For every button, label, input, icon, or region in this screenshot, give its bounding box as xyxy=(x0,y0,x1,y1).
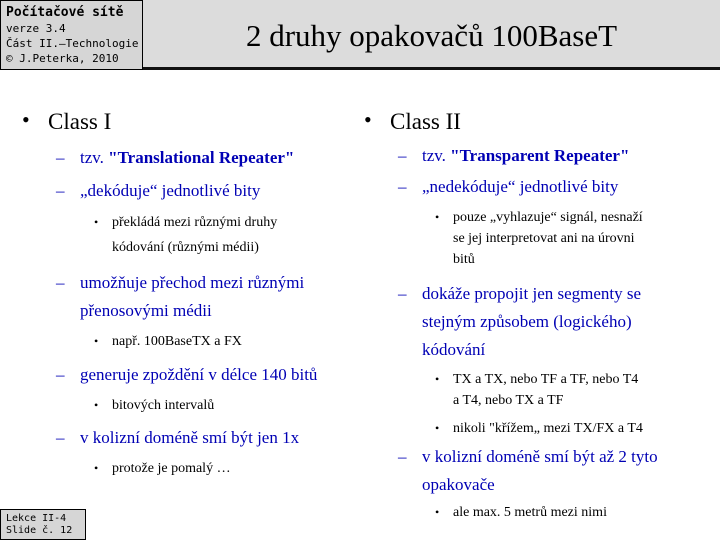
dash-icon: – xyxy=(398,284,407,303)
bullet-icon: • xyxy=(22,107,30,132)
left-item-2: – „dekóduje“ jednotlivé bity xyxy=(80,177,260,205)
left-item-1: – tzv. "Translational Repeater" xyxy=(80,144,294,172)
bullet-icon: • xyxy=(94,215,99,229)
bullet-icon: • xyxy=(364,107,372,132)
right-item-2: – „nedekóduje“ jednotlivé bity xyxy=(422,173,618,201)
dash-icon: – xyxy=(56,148,65,167)
dash-icon: – xyxy=(56,365,65,384)
left-item-5: – v kolizní doméně smí být jen 1x xyxy=(80,424,299,452)
dash-icon: – xyxy=(398,447,407,466)
bullet-icon: • xyxy=(435,210,440,224)
bullet-icon: • xyxy=(94,461,99,475)
right-item-2-sub: • pouze „vyhlazuje“ signál, nesnaží se jej interpretovat ani na úrovni bitů xyxy=(453,207,643,270)
dash-icon: – xyxy=(56,273,65,292)
right-item-4-sub: • ale max. 5 metrů mezi nimi xyxy=(453,502,607,523)
right-item-3-sub-2: • nikoli "křížem„ mezi TX/FX a T4 xyxy=(453,418,643,439)
course-name: Počítačové sítě xyxy=(6,5,124,20)
bullet-icon: • xyxy=(435,421,440,435)
left-item-5-sub: • protože je pomalý … xyxy=(112,458,231,479)
course-info-box xyxy=(0,0,143,70)
bullet-icon: • xyxy=(435,505,440,519)
course-version: verze 3.4 xyxy=(6,22,66,35)
bullet-icon: • xyxy=(435,372,440,386)
course-author: © J.Peterka, 2010 xyxy=(6,52,119,65)
dash-icon: – xyxy=(56,428,65,447)
dash-icon: – xyxy=(398,146,407,165)
lesson-label: Lekce II-4 xyxy=(6,513,67,524)
slide-info-box xyxy=(0,509,86,540)
right-item-1: – tzv. "Transparent Repeater" xyxy=(422,142,629,170)
left-item-4-sub: • bitových intervalů xyxy=(112,395,214,416)
dash-icon: – xyxy=(398,177,407,196)
slide-number: Slide č. 12 xyxy=(6,525,73,536)
left-heading: • Class I xyxy=(22,107,112,134)
right-heading: • Class II xyxy=(364,107,461,134)
title-bar xyxy=(143,0,720,70)
right-item-3: – dokáže propojit jen segmenty se stejným způsobem (logického) kódování xyxy=(422,280,641,364)
slide-title: 2 druhy opakovačů 100BaseT xyxy=(245,18,618,53)
right-item-4: – v kolizní doméně smí být až 2 tyto opakovače xyxy=(422,443,658,499)
course-part: Část II.–Technologie xyxy=(6,37,139,50)
left-item-4: – generuje zpoždění v délce 140 bitů xyxy=(80,361,317,389)
dash-icon: – xyxy=(56,181,65,200)
bullet-icon: • xyxy=(94,398,99,412)
bullet-icon: • xyxy=(94,334,99,348)
right-item-3-sub-1: • TX a TX, nebo TF a TF, nebo T4 a T4, nebo TX a TF xyxy=(453,369,638,411)
left-item-3-sub: • např. 100BaseTX a FX xyxy=(112,331,242,352)
left-item-2-sub: • překládá mezi různými druhy kódování (různými médii) xyxy=(112,212,277,258)
left-item-3: – umožňuje přechod mezi různými přenosovými médii xyxy=(80,269,304,325)
